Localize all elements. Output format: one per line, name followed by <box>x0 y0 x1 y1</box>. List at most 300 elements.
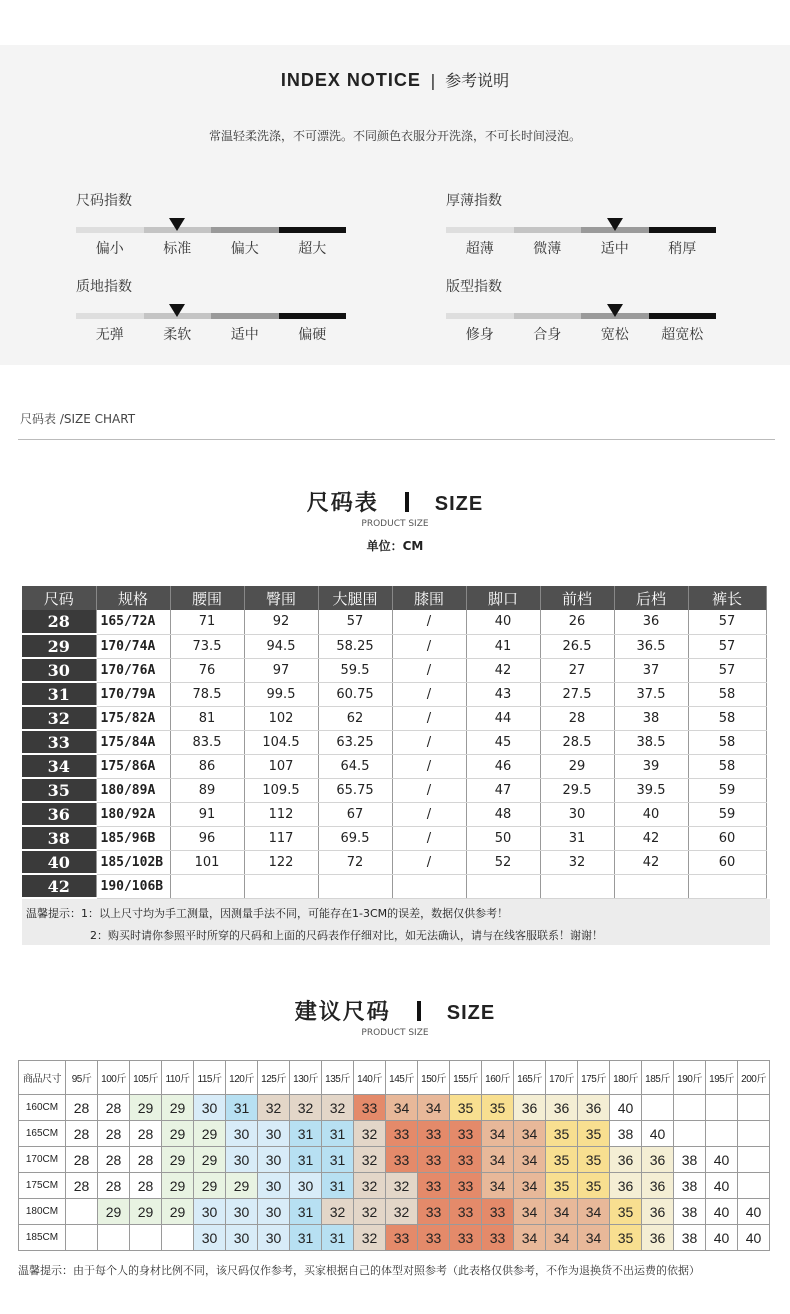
scale-labels <box>446 238 716 258</box>
recommended-size-cell: 33 <box>450 1173 482 1199</box>
index-group <box>446 190 716 257</box>
recommended-size-cell: 32 <box>290 1095 322 1121</box>
scale-segment <box>211 227 279 233</box>
recommended-size-cell: 28 <box>66 1147 98 1173</box>
recommended-size-cell: 31 <box>322 1173 354 1199</box>
measurement-cell: 67 <box>318 802 392 826</box>
size-unit: 单位：CM <box>366 539 424 553</box>
scale-segment <box>76 313 144 319</box>
weight-header-cell: 190斤 <box>674 1061 706 1095</box>
measurement-cell: 64.5 <box>318 754 392 778</box>
measurement-cell: 42 <box>466 658 540 682</box>
index-notice-title-separator: | <box>430 71 436 90</box>
measurement-cell: 65.75 <box>318 778 392 802</box>
measurement-cell: 91 <box>170 802 244 826</box>
measurement-cell <box>392 874 466 898</box>
height-row <box>19 1199 770 1225</box>
recommended-size-cell: 38 <box>674 1199 706 1225</box>
height-label-cell: 175CM <box>19 1173 66 1199</box>
recommended-size-cell: 32 <box>258 1095 290 1121</box>
measurement-cell: 59.5 <box>318 658 392 682</box>
recommended-size-cell: 34 <box>482 1147 514 1173</box>
size-cell: 35 <box>22 778 96 802</box>
recommended-size-cell <box>738 1121 770 1147</box>
weight-header-row <box>19 1061 770 1095</box>
title-bar <box>417 1001 421 1021</box>
recommended-size-cell: 36 <box>642 1199 674 1225</box>
measurement-cell: / <box>392 826 466 850</box>
measurement-cell: 57 <box>688 610 766 634</box>
size-cell: 36 <box>22 802 96 826</box>
recommended-size-cell: 28 <box>130 1121 162 1147</box>
recommended-size-cell: 29 <box>194 1121 226 1147</box>
scale-labels <box>76 238 346 258</box>
weight-header-cell: 140斤 <box>354 1061 386 1095</box>
recommended-size-cell: 34 <box>578 1199 610 1225</box>
measurement-cell: 41 <box>466 634 540 658</box>
measurement-cell: 38.5 <box>614 730 688 754</box>
table-corner-label: 商品尺寸 <box>19 1061 66 1095</box>
size-section-subtitle: PRODUCT SIZE <box>361 519 429 529</box>
height-label-cell: 160CM <box>19 1095 66 1121</box>
measurement-cell: 45 <box>466 730 540 754</box>
recommended-size-cell: 30 <box>258 1199 290 1225</box>
recommended-size-cell: 32 <box>354 1173 386 1199</box>
weight-header-cell: 100斤 <box>98 1061 130 1095</box>
recommended-size-cell: 35 <box>546 1121 578 1147</box>
recommended-size-cell: 28 <box>130 1147 162 1173</box>
measurement-cell: 102 <box>244 706 318 730</box>
recommended-size-cell <box>706 1121 738 1147</box>
index-notice-title <box>0 68 790 91</box>
table-row <box>22 682 766 706</box>
spec-cell: 170/79A <box>96 682 170 706</box>
spec-cell: 170/76A <box>96 658 170 682</box>
scale-label: 标准 <box>163 241 192 257</box>
measurement-cell: 122 <box>244 850 318 874</box>
scale-segment <box>76 227 144 233</box>
weight-header-cell: 165斤 <box>514 1061 546 1095</box>
measurement-cell <box>244 874 318 898</box>
measurement-cell: 69.5 <box>318 826 392 850</box>
measurement-cell: 39 <box>614 754 688 778</box>
weight-header-cell: 105斤 <box>130 1061 162 1095</box>
recommended-size-cell: 29 <box>162 1095 194 1121</box>
recommended-size-cell: 33 <box>450 1199 482 1225</box>
measurement-cell: 32 <box>540 850 614 874</box>
recommended-size-cell: 34 <box>578 1225 610 1251</box>
wash-instructions: 常温轻柔洗涤，不可漂洗。不同颜色衣服分开洗涤，不可长时间浸泡。 <box>208 129 581 143</box>
recommended-size-cell: 35 <box>578 1121 610 1147</box>
recommended-size-cell: 33 <box>482 1225 514 1251</box>
size-table-header-cell: 裤长 <box>688 586 766 610</box>
recommended-size-cell: 29 <box>162 1173 194 1199</box>
recommended-size-cell: 33 <box>450 1225 482 1251</box>
measurement-cell: 44 <box>466 706 540 730</box>
measurement-cell: 58 <box>688 682 766 706</box>
measurement-cell: / <box>392 730 466 754</box>
recommended-size-cell: 29 <box>130 1095 162 1121</box>
measurement-cell: / <box>392 778 466 802</box>
scale-label: 适中 <box>230 327 259 343</box>
measurement-cell: 27.5 <box>540 682 614 706</box>
size-cell: 33 <box>22 730 96 754</box>
recommended-size-cell: 28 <box>66 1173 98 1199</box>
index-title: 版型指数 <box>446 279 502 295</box>
measurement-cell: 50 <box>466 826 540 850</box>
spec-cell: 165/72A <box>96 610 170 634</box>
measurement-cell: 99.5 <box>244 682 318 706</box>
recommended-size-cell: 28 <box>98 1121 130 1147</box>
recommended-size-cell: 34 <box>546 1199 578 1225</box>
measurement-cell: 42 <box>614 826 688 850</box>
recommended-size-cell: 35 <box>578 1173 610 1199</box>
scale-label: 偏硬 <box>298 327 327 343</box>
recommended-size-cell: 30 <box>258 1121 290 1147</box>
weight-header-cell: 175斤 <box>578 1061 610 1095</box>
scale-label: 宽松 <box>600 327 629 343</box>
recommended-size-cell: 32 <box>354 1199 386 1225</box>
recommended-size-cell: 36 <box>642 1147 674 1173</box>
scale-label: 稍厚 <box>668 241 697 257</box>
scale-label: 柔软 <box>163 327 192 343</box>
recommended-size-cell: 35 <box>578 1147 610 1173</box>
measurement-cell: 47 <box>466 778 540 802</box>
weight-header-cell: 95斤 <box>66 1061 98 1095</box>
measurement-cell: 101 <box>170 850 244 874</box>
weight-header-cell: 135斤 <box>322 1061 354 1095</box>
height-label-cell: 185CM <box>19 1225 66 1251</box>
measurement-cell: 112 <box>244 802 318 826</box>
index-title: 尺码指数 <box>76 193 132 209</box>
recommended-size-cell <box>66 1199 98 1225</box>
recommended-size-cell: 33 <box>354 1095 386 1121</box>
recommended-size-cell: 31 <box>226 1095 258 1121</box>
recommended-size-cell: 29 <box>98 1199 130 1225</box>
measurement-cell: 39.5 <box>614 778 688 802</box>
recommended-size-cell <box>66 1225 98 1251</box>
recommended-size-cell: 33 <box>418 1147 450 1173</box>
index-group <box>446 276 716 343</box>
measurement-cell: / <box>392 850 466 874</box>
recommended-size-cell: 40 <box>738 1225 770 1251</box>
recommended-size-cell <box>642 1095 674 1121</box>
recommended-size-cell: 36 <box>514 1095 546 1121</box>
scale-segment <box>446 313 514 319</box>
index-title: 厚薄指数 <box>446 193 502 209</box>
measurement-cell: 59 <box>688 778 766 802</box>
index-group <box>76 276 346 343</box>
size-cell: 42 <box>22 874 96 898</box>
measurement-cell: 92 <box>244 610 318 634</box>
recommended-size-cell: 32 <box>354 1147 386 1173</box>
bottom-note: 温馨提示：由于每个人的身材比例不同，该尺码仅作参考，买家根据自己的体型对照参考（此表格仅供参考，不作为退换货不出运费的依据） <box>18 1264 700 1277</box>
recommended-size-cell: 28 <box>66 1095 98 1121</box>
recommended-size-cell: 38 <box>674 1173 706 1199</box>
weight-header-cell: 115斤 <box>194 1061 226 1095</box>
measurement-cell <box>614 874 688 898</box>
recommended-size-cell: 30 <box>194 1095 226 1121</box>
table-row <box>22 634 766 658</box>
height-row <box>19 1225 770 1251</box>
spec-cell: 175/86A <box>96 754 170 778</box>
spec-cell: 170/74A <box>96 634 170 658</box>
measurement-tips <box>22 899 770 945</box>
scale-segment <box>279 313 347 319</box>
spec-cell: 185/96B <box>96 826 170 850</box>
recommended-size-cell: 35 <box>610 1199 642 1225</box>
measurement-cell: 109.5 <box>244 778 318 802</box>
size-table-header-cell: 臀围 <box>244 586 318 610</box>
size-cell: 34 <box>22 754 96 778</box>
weight-header-cell: 160斤 <box>482 1061 514 1095</box>
recommend-section-title-cn: 建议尺码 <box>294 1000 391 1025</box>
recommended-size-cell: 29 <box>226 1173 258 1199</box>
table-row <box>22 826 766 850</box>
recommended-size-cell: 28 <box>98 1095 130 1121</box>
measurement-cell: 42 <box>614 850 688 874</box>
section-divider <box>18 439 775 440</box>
recommended-size-cell: 40 <box>706 1173 738 1199</box>
index-scale-bar <box>446 313 716 319</box>
spec-cell: 185/102B <box>96 850 170 874</box>
measurement-cell: / <box>392 754 466 778</box>
height-row <box>19 1095 770 1121</box>
weight-header-cell: 110斤 <box>162 1061 194 1095</box>
weight-header-cell: 155斤 <box>450 1061 482 1095</box>
size-chart-heading: 尺码表 /SIZE CHART <box>20 412 136 426</box>
weight-header-cell: 130斤 <box>290 1061 322 1095</box>
recommended-size-cell: 29 <box>194 1147 226 1173</box>
recommended-size-cell: 34 <box>514 1199 546 1225</box>
weight-header-cell: 145斤 <box>386 1061 418 1095</box>
size-table-header-cell: 脚口 <box>466 586 540 610</box>
recommended-size-cell: 36 <box>610 1173 642 1199</box>
table-row <box>22 778 766 802</box>
recommended-size-cell: 30 <box>226 1121 258 1147</box>
measurement-cell: 26 <box>540 610 614 634</box>
height-row <box>19 1173 770 1199</box>
recommended-size-cell: 33 <box>386 1147 418 1173</box>
recommended-size-cell: 38 <box>674 1225 706 1251</box>
measurement-cell: 52 <box>466 850 540 874</box>
recommended-size-cell: 28 <box>98 1147 130 1173</box>
recommended-size-cell: 34 <box>418 1095 450 1121</box>
recommended-size-cell: 40 <box>706 1147 738 1173</box>
measurement-cell: 73.5 <box>170 634 244 658</box>
scale-segment <box>514 313 582 319</box>
height-row <box>19 1147 770 1173</box>
size-cell: 32 <box>22 706 96 730</box>
recommended-size-cell: 35 <box>482 1095 514 1121</box>
size-cell: 40 <box>22 850 96 874</box>
table-row <box>22 874 766 898</box>
measurement-cell: / <box>392 682 466 706</box>
height-label-cell: 180CM <box>19 1199 66 1225</box>
scale-marker-icon <box>607 304 623 317</box>
recommended-size-cell: 29 <box>130 1199 162 1225</box>
recommended-size-cell <box>674 1095 706 1121</box>
size-section-title <box>0 486 790 517</box>
measurement-cell: 104.5 <box>244 730 318 754</box>
recommended-size-cell: 28 <box>98 1173 130 1199</box>
measurement-cell: 31 <box>540 826 614 850</box>
table-row <box>22 754 766 778</box>
size-cell: 28 <box>22 610 96 634</box>
height-label-cell: 170CM <box>19 1147 66 1173</box>
recommended-size-cell: 34 <box>482 1173 514 1199</box>
scale-marker-icon <box>169 218 185 231</box>
measurement-cell: 60 <box>688 826 766 850</box>
measurement-cell: 86 <box>170 754 244 778</box>
measurement-cell <box>540 874 614 898</box>
index-title: 质地指数 <box>76 279 132 295</box>
table-row <box>22 658 766 682</box>
measurement-cell: 96 <box>170 826 244 850</box>
measurement-cell: 48 <box>466 802 540 826</box>
recommended-size-cell: 33 <box>418 1173 450 1199</box>
recommended-size-cell: 28 <box>66 1121 98 1147</box>
scale-label: 超大 <box>298 241 327 257</box>
recommended-size-cell: 31 <box>322 1121 354 1147</box>
recommended-size-cell: 31 <box>322 1147 354 1173</box>
recommended-size-cell: 33 <box>418 1121 450 1147</box>
size-table-header-cell: 膝围 <box>392 586 466 610</box>
spec-cell: 175/84A <box>96 730 170 754</box>
recommended-size-cell <box>738 1095 770 1121</box>
recommended-size-cell <box>162 1225 194 1251</box>
measurement-cell: 89 <box>170 778 244 802</box>
recommended-size-cell: 30 <box>194 1225 226 1251</box>
scale-marker-icon <box>169 304 185 317</box>
recommended-size-cell: 31 <box>290 1147 322 1173</box>
recommend-section-title-en: SIZE <box>446 1002 496 1024</box>
measurement-cell: 63.25 <box>318 730 392 754</box>
recommended-size-cell: 31 <box>290 1199 322 1225</box>
recommended-size-cell: 35 <box>546 1173 578 1199</box>
recommended-size-cell: 29 <box>162 1199 194 1225</box>
measurement-cell: 40 <box>614 802 688 826</box>
recommended-size-cell <box>98 1225 130 1251</box>
recommended-size-cell: 30 <box>226 1147 258 1173</box>
recommended-size-cell: 34 <box>386 1095 418 1121</box>
recommended-size-cell: 29 <box>194 1173 226 1199</box>
recommended-size-cell <box>674 1121 706 1147</box>
recommended-size-cell: 34 <box>514 1173 546 1199</box>
recommended-size-cell: 33 <box>418 1199 450 1225</box>
recommended-size-cell <box>738 1147 770 1173</box>
scale-segment <box>649 313 717 319</box>
recommended-size-cell: 40 <box>738 1199 770 1225</box>
recommended-size-cell: 34 <box>514 1121 546 1147</box>
measurement-cell: 36 <box>614 610 688 634</box>
index-scale-bar <box>446 227 716 233</box>
measurement-cell: 40 <box>466 610 540 634</box>
spec-cell: 180/92A <box>96 802 170 826</box>
measurement-cell: 78.5 <box>170 682 244 706</box>
scale-segment <box>446 227 514 233</box>
recommended-size-cell: 35 <box>450 1095 482 1121</box>
recommended-size-cell: 32 <box>322 1199 354 1225</box>
weight-header-cell: 200斤 <box>738 1061 770 1095</box>
recommend-section-subtitle: PRODUCT SIZE <box>361 1028 429 1038</box>
recommended-size-cell: 31 <box>322 1225 354 1251</box>
measurement-cell: / <box>392 610 466 634</box>
measurement-cell: 30 <box>540 802 614 826</box>
recommended-size-cell: 36 <box>546 1095 578 1121</box>
index-notice-title-cn: 参考说明 <box>445 71 510 90</box>
scale-segment <box>649 227 717 233</box>
measurement-cell: 28 <box>540 706 614 730</box>
recommended-size-cell: 32 <box>354 1225 386 1251</box>
recommended-size-cell: 35 <box>610 1225 642 1251</box>
scale-label: 合身 <box>533 327 562 343</box>
scale-label: 修身 <box>465 327 494 343</box>
measurement-cell: 29.5 <box>540 778 614 802</box>
recommended-size-cell: 31 <box>290 1225 322 1251</box>
table-row <box>22 850 766 874</box>
measurement-cell: 28.5 <box>540 730 614 754</box>
size-section-title-cn: 尺码表 <box>306 491 379 516</box>
measurement-cell: 57 <box>318 610 392 634</box>
weight-header-cell: 180斤 <box>610 1061 642 1095</box>
measurement-cell: 60 <box>688 850 766 874</box>
measurement-cell <box>688 874 766 898</box>
size-table-header-cell: 尺码 <box>22 586 96 610</box>
size-cell: 38 <box>22 826 96 850</box>
measurement-cell: 83.5 <box>170 730 244 754</box>
measurement-cell: 37.5 <box>614 682 688 706</box>
recommended-size-cell: 32 <box>386 1173 418 1199</box>
table-row <box>22 802 766 826</box>
measurement-cell <box>466 874 540 898</box>
recommended-size-cell: 40 <box>706 1199 738 1225</box>
measurement-cell <box>170 874 244 898</box>
measurement-cell: 76 <box>170 658 244 682</box>
recommended-size-cell: 36 <box>578 1095 610 1121</box>
recommended-size-cell: 34 <box>546 1225 578 1251</box>
measurement-cell: 57 <box>688 634 766 658</box>
recommended-size-cell: 34 <box>514 1225 546 1251</box>
recommended-size-cell: 36 <box>610 1147 642 1173</box>
measurement-cell: 37 <box>614 658 688 682</box>
recommend-section-title <box>0 995 790 1026</box>
tips-line-1: 温馨提示：1：以上尺寸均为手工测量，因测量手法不同，可能存在1-3CM的误差，数据仅供参考！ <box>26 907 509 920</box>
recommended-size-cell: 33 <box>482 1199 514 1225</box>
recommended-size-cell: 28 <box>130 1173 162 1199</box>
recommended-size-cell: 30 <box>226 1225 258 1251</box>
table-row <box>22 730 766 754</box>
weight-header-cell: 125斤 <box>258 1061 290 1095</box>
scale-label: 微薄 <box>533 241 562 257</box>
measurement-cell: 29 <box>540 754 614 778</box>
measurement-cell: 94.5 <box>244 634 318 658</box>
recommended-size-cell: 30 <box>194 1199 226 1225</box>
measurement-cell: / <box>392 706 466 730</box>
recommended-size-cell: 32 <box>322 1095 354 1121</box>
measurement-cell: 72 <box>318 850 392 874</box>
weight-header-cell: 185斤 <box>642 1061 674 1095</box>
recommended-size-cell: 30 <box>258 1173 290 1199</box>
recommended-size-cell: 33 <box>386 1121 418 1147</box>
size-cell: 29 <box>22 634 96 658</box>
size-table-header-cell: 腰围 <box>170 586 244 610</box>
recommended-size-cell: 35 <box>546 1147 578 1173</box>
recommended-size-cell: 33 <box>418 1225 450 1251</box>
scale-segment <box>279 227 347 233</box>
measurement-cell: 62 <box>318 706 392 730</box>
measurement-cell: 107 <box>244 754 318 778</box>
